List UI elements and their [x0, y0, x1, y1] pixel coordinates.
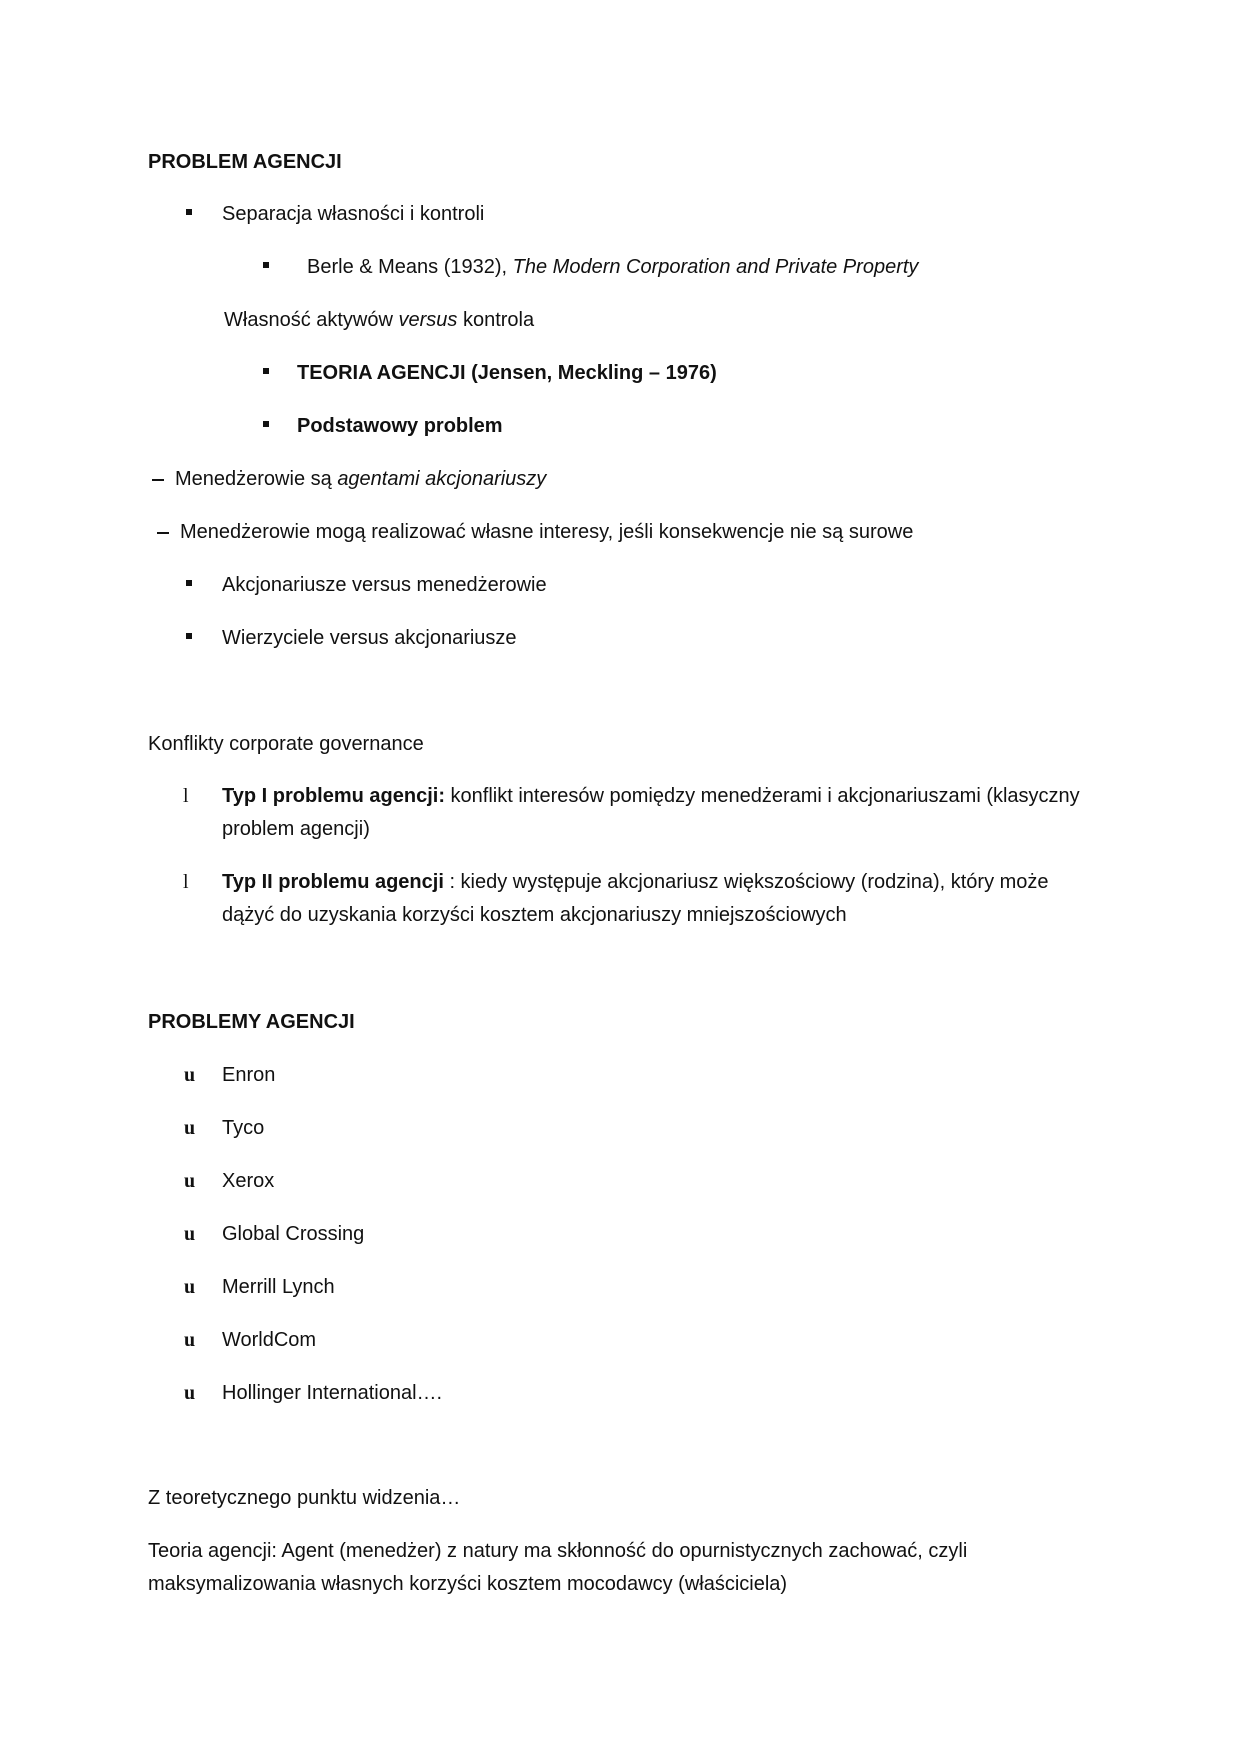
square-bullet-icon	[263, 262, 269, 268]
ownership-line	[224, 304, 534, 336]
theory-intro: Z teoretycznego punktu widzenia…	[148, 1487, 461, 1509]
wingding-l-bullet-icon: l	[183, 785, 189, 807]
managers-interests-item: Menedżerowie mogą realizować własne interesy, jeśli konsekwencje nie są surowe	[180, 521, 914, 543]
type2-text: : kiedy występuje akcjonariusz większościowy (rodzina), który może dążyć do uzyskania korzyści kosztem akcjonariuszy mniejszościowych	[222, 871, 1049, 926]
list-item-global-crossing: Global Crossing	[222, 1223, 365, 1245]
managers-agents-item	[175, 463, 546, 495]
separation-item: Separacja własności i kontroli	[222, 203, 485, 225]
type1-label: Typ I problemu agencji:	[222, 785, 445, 807]
u-bullet-icon: u	[184, 1223, 196, 1245]
u-bullet-icon: u	[184, 1382, 196, 1404]
type2-label: Typ II problemu agencji	[222, 871, 444, 893]
ownership-text-a: Własność aktywów	[224, 309, 399, 331]
berle-book-title: The Modern Corporation and Private Property	[512, 256, 919, 278]
square-bullet-icon	[186, 209, 192, 215]
managers-text-a: Menedżerowie są	[175, 468, 338, 490]
section-title-problemy-agencji: PROBLEMY AGENCJI	[148, 1011, 355, 1033]
berle-means-item	[307, 251, 918, 283]
list-item-merrill-lynch: Merrill Lynch	[222, 1276, 335, 1298]
u-bullet-icon: u	[184, 1329, 196, 1351]
managers-text-b: agentami akcjonariuszy	[337, 468, 547, 490]
basic-problem-item: Podstawowy problem	[297, 415, 503, 437]
ownership-versus: versus	[398, 309, 458, 331]
section-title-problem-agencji: PROBLEM AGENCJI	[148, 151, 342, 173]
u-bullet-icon: u	[184, 1170, 196, 1192]
ownership-text-c: kontrola	[457, 309, 535, 331]
berle-prefix: Berle & Means (1932),	[307, 256, 513, 278]
u-bullet-icon: u	[184, 1117, 196, 1139]
list-item-tyco: Tyco	[222, 1117, 265, 1139]
list-item-hollinger: Hollinger International….	[222, 1382, 443, 1404]
section-title-konflikty: Konflikty corporate governance	[148, 733, 424, 755]
wingding-l-bullet-icon: l	[183, 871, 189, 893]
type1-item	[222, 780, 1102, 846]
agency-theory-item: TEORIA AGENCJI (Jensen, Meckling – 1976)	[297, 362, 717, 384]
creditors-item: Wierzyciele versus akcjonariusze	[222, 627, 517, 649]
list-item-worldcom: WorldCom	[222, 1329, 317, 1351]
u-bullet-icon: u	[184, 1064, 196, 1086]
type1-text: konflikt interesów pomiędzy menedżerami i akcjonariuszami (klasyczny problem agencji)	[222, 785, 1080, 840]
square-bullet-icon	[186, 633, 192, 639]
shareholders-item: Akcjonariusze versus menedżerowie	[222, 574, 547, 596]
list-item-enron: Enron	[222, 1064, 276, 1086]
square-bullet-icon	[186, 580, 192, 586]
type2-item	[222, 866, 1102, 932]
dash-bullet-icon	[157, 532, 169, 534]
list-item-xerox: Xerox	[222, 1170, 275, 1192]
square-bullet-icon	[263, 368, 269, 374]
dash-bullet-icon	[152, 479, 164, 481]
agency-theory-paragraph: Teoria agencji: Agent (menedżer) z natury ma skłonność do opurnistycznych zachować, czyli maksymalizowania własnych korzyści kosztem mocodawcy (właściciela)	[148, 1540, 968, 1595]
u-bullet-icon: u	[184, 1276, 196, 1298]
square-bullet-icon	[263, 421, 269, 427]
